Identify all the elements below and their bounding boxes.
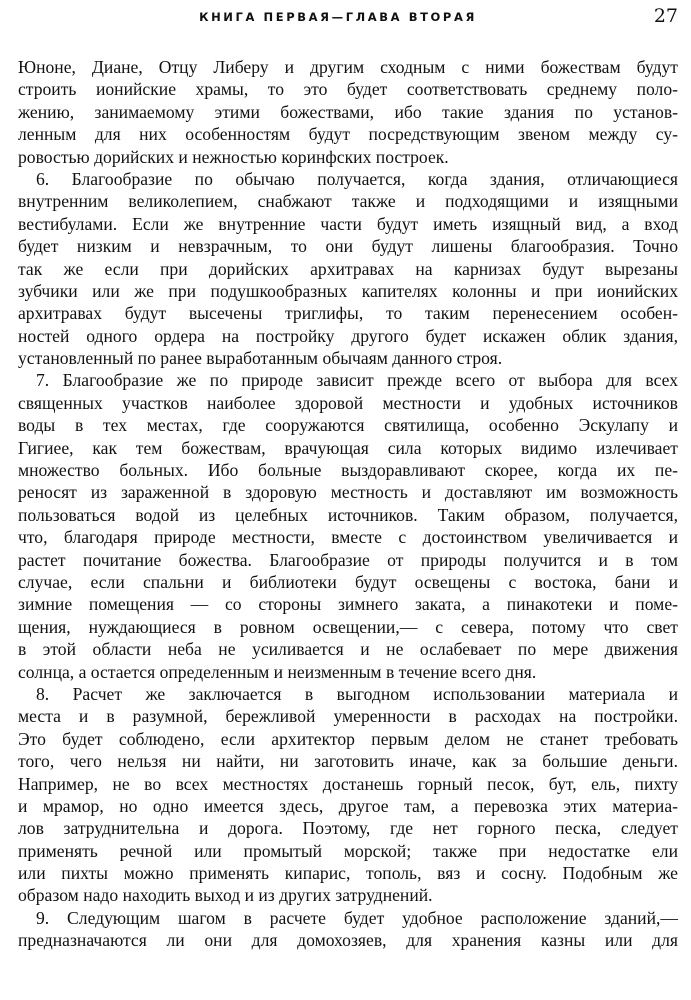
text-line: зимние помещения — со стороны зимнего заката, а пинакотеки и поме- (18, 594, 678, 615)
running-head (18, 5, 678, 27)
text-line: Гигиее, как тем божествам, врачующая сила которых видимо излечивает (18, 437, 678, 458)
text-line: воды в тех местах, где сооружаются святилища, особенно Эскулапу и (18, 415, 678, 436)
text-line: 6. Благообразие по обычаю получается, когда здания, отличающиеся (36, 168, 678, 189)
text-line: предназначаются ли они для домохозяев, для хранения казны или для (18, 930, 678, 951)
text-line: 9. Следующим шагом в расчете будет удобное расположение зданий,— (36, 907, 678, 928)
text-line: Это будет соблюдено, если архитектор первым делом не станет требовать (18, 728, 678, 749)
text-line: множество больных. Ибо больные выздоравливают скорее, когда их пе- (18, 460, 678, 481)
text-line: реносят из зараженной в здоровую местность и доставляют им возможность (18, 482, 678, 503)
text-line: того, чего нельзя ни найти, ни заготовить иначе, как за большие деньги. (18, 751, 678, 772)
text-line: будет низким и невзрачным, то они будут лишены благообразия. Точно (18, 236, 678, 257)
text-line: Например, не во всех местностях достанешь горный песок, бут, ель, пихту (18, 773, 678, 794)
text-line: 7. Благообразие же по природе зависит прежде всего от выбора для всех (36, 370, 678, 391)
text-line: вестибулами. Если же внутренние части будут иметь изящный вид, а вход (18, 213, 678, 234)
text-line: ровостью дорийских и нежностью коринфских построек. (18, 146, 449, 167)
text-line: жению, занимаемому этими божествами, ибо такие здания по установ- (18, 101, 678, 122)
text-line: архитравах будут высечены триглифы, то таким перенесением особен- (18, 303, 678, 324)
text-line: зубчики или же при подушкообразных капителях колонны и при ионийских (18, 280, 678, 301)
text-line: установленный по ранее выработанным обычаям данного строя. (18, 348, 503, 369)
text-line: солнца, а остается определенным и неизменным в течение всего дня. (18, 661, 537, 682)
text-line: места и в разумной, бережливой умеренности в расходах на постройки. (18, 706, 678, 727)
text-line: что, благодаря природе местности, вместе с достоинством увеличивается и (18, 527, 678, 548)
text-line: лов затруднительна и дорога. Поэтому, где нет горного песка, следует (18, 818, 678, 839)
text-line: щения, нуждающиеся в ровном освещении,— с севера, потому что свет (18, 616, 678, 637)
text-line: применять речной или промытый морской; также при недостатке ели (18, 840, 678, 861)
text-line: так же если при дорийских архитравах на карнизах будут вырезаны (18, 258, 678, 279)
text-line: строить ионийские храмы, то это будет соответствовать среднему поло- (18, 79, 678, 100)
body-text (18, 56, 678, 952)
text-line: 8. Расчет же заключается в выгодном использовании материала и (36, 683, 678, 704)
text-line: или пихты можно применять кипарис, тополь, вяз и сосну. Подобным же (18, 863, 678, 884)
text-line: случае, если спальни и библиотеки будут освещены с востока, бани и (18, 571, 678, 592)
text-line: ленным для них особенностям будут посредствующим звеном между су- (18, 124, 678, 145)
text-line: Юноне, Диане, Отцу Либеру и другим сходным с ними божествам будут (18, 57, 678, 77)
text-line: и мрамор, но одно имеется здесь, другое там, а перевозка этих материа- (18, 795, 678, 816)
text-line: внутренним великолепием, снабжают также и подходящими и изящными (18, 191, 678, 212)
text-line: растет почитание божества. Благообразие от природы получится и в том (18, 549, 678, 570)
text-line: священных участков наиболее здоровой местности и удобных источников (18, 392, 678, 413)
text-line: в этой области неба не усиливается и не ослабевает по мере движения (18, 639, 678, 660)
text-line: пользоваться водой из целебных источников. Таким образом, получается, (18, 504, 678, 525)
text-line: ностей одного ордера на постройку другого будет искажен облик здания, (18, 325, 678, 346)
text-line: образом надо находить выход и из других затруднений. (18, 885, 433, 906)
page-number: 27 (653, 5, 678, 27)
running-title: КНИГА ПЕРВАЯ—ГЛАВА ВТОРАЯ (199, 10, 477, 24)
